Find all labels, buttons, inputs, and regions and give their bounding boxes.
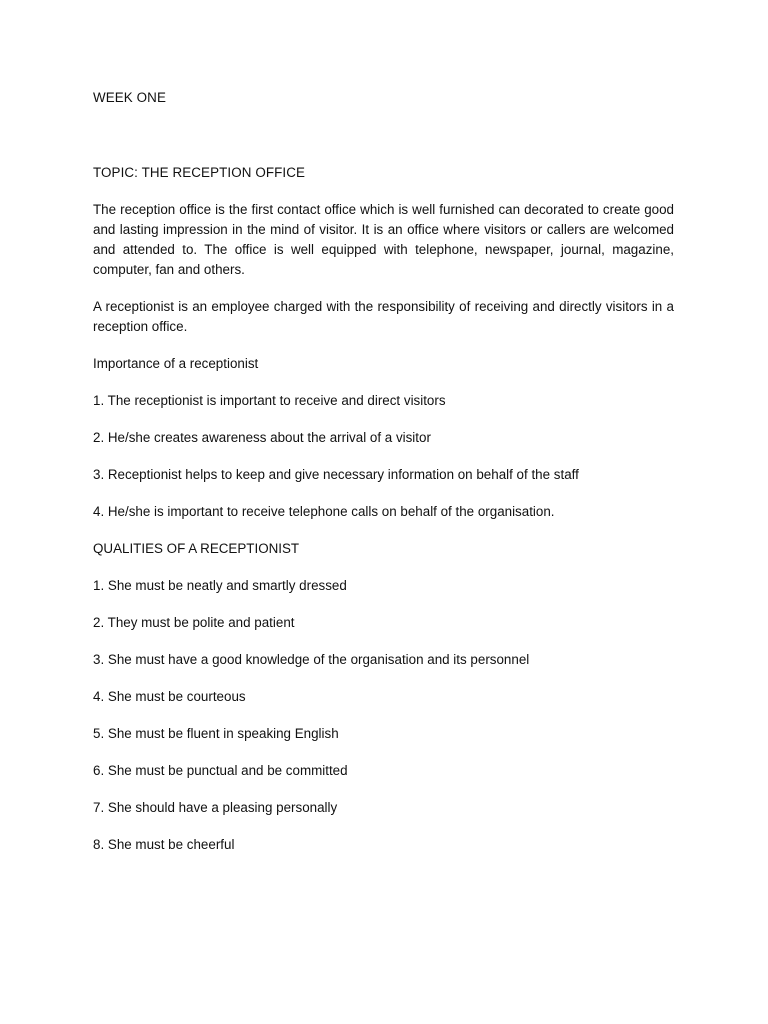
quality-item: 8. She must be cheerful xyxy=(93,837,235,852)
quality-item: 6. She must be punctual and be committed xyxy=(93,763,348,778)
week-heading: WEEK ONE xyxy=(93,90,166,105)
quality-item: 5. She must be fluent in speaking English xyxy=(93,726,339,741)
qualities-list xyxy=(93,576,674,855)
document-content xyxy=(93,88,674,872)
importance-item: 4. He/she is important to receive telephone calls on behalf of the organisation. xyxy=(93,504,555,519)
qualities-heading: QUALITIES OF A RECEPTIONIST xyxy=(93,541,300,556)
importance-item: 3. Receptionist helps to keep and give necessary information on behalf of the staff xyxy=(93,467,579,482)
importance-list xyxy=(93,391,674,522)
quality-item: 3. She must have a good knowledge of the organisation and its personnel xyxy=(93,652,530,667)
quality-item: 1. She must be neatly and smartly dressed xyxy=(93,578,347,593)
quality-item: 4. She must be courteous xyxy=(93,689,246,704)
reception-office-paragraph: The reception office is the first contact office which is well furnished can decorated to create good and lasting impression in the mind of visitor. It is an office where visitors or callers are welcomed and attended to. The office is well equipped with telephone, newspaper, journal, magazine, computer, fan and others. xyxy=(93,202,674,277)
importance-item: 2. He/she creates awareness about the arrival of a visitor xyxy=(93,430,431,445)
quality-item: 7. She should have a pleasing personally xyxy=(93,800,338,815)
topic-heading: TOPIC: THE RECEPTION OFFICE xyxy=(93,165,306,180)
receptionist-definition-paragraph: A receptionist is an employee charged with the responsibility of receiving and directly visitors in a reception office. xyxy=(93,299,674,334)
importance-item: 1. The receptionist is important to receive and direct visitors xyxy=(93,393,446,408)
importance-heading: Importance of a receptionist xyxy=(93,356,259,371)
quality-item: 2. They must be polite and patient xyxy=(93,615,295,630)
